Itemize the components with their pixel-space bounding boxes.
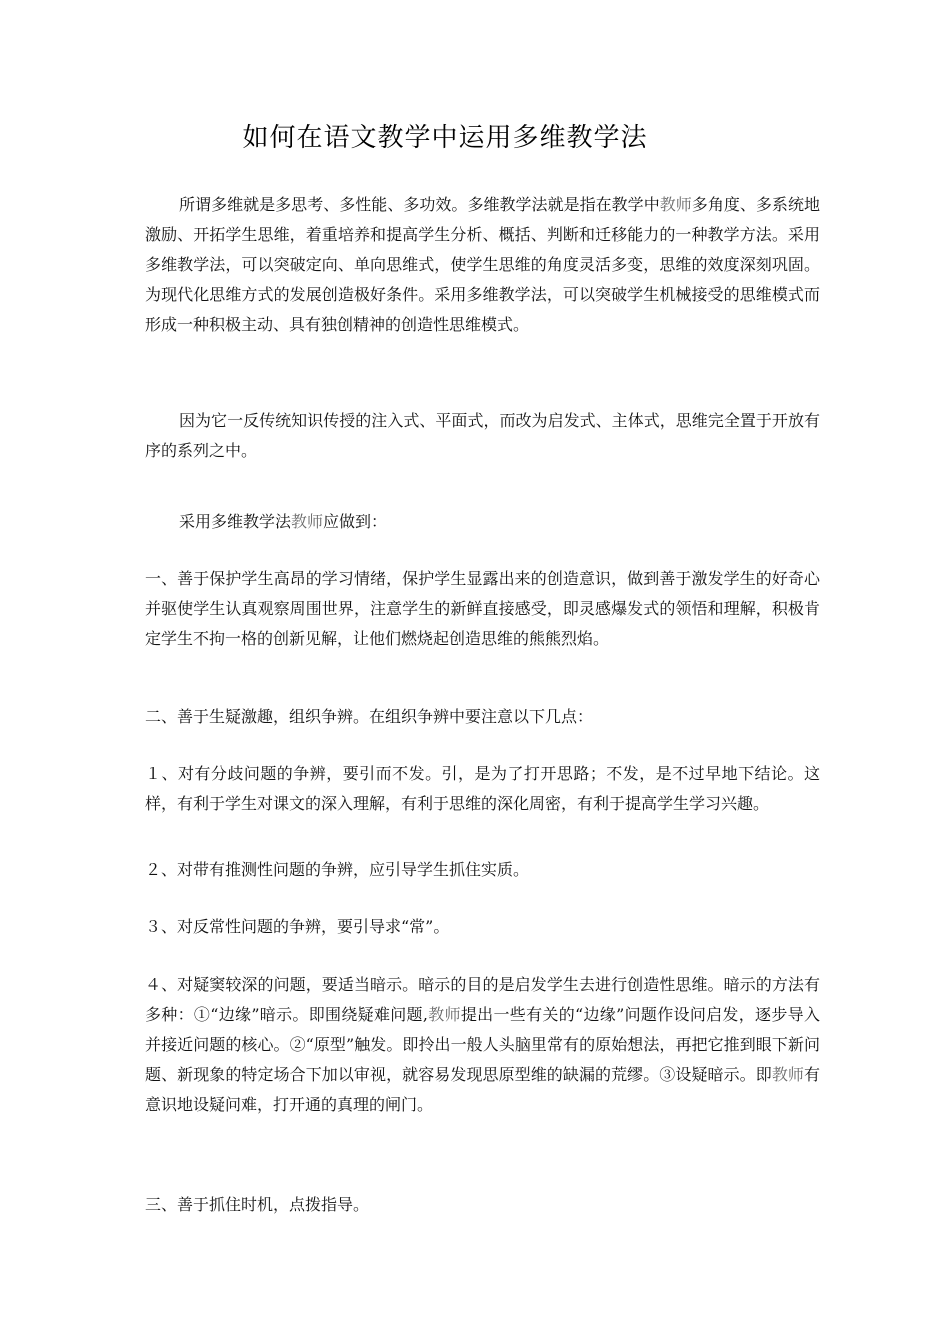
paragraph-requirements (145, 507, 820, 537)
paragraph-text: 应做到： (323, 512, 388, 531)
highlight-text: 教师 (427, 1005, 461, 1024)
list-item-3: ３、对反常性问题的争辨，要引导求“常”。 (145, 917, 450, 936)
paragraph-point-1: 一、善于保护学生高昂的学习情绪，保护学生显露出来的创造意识，做到善于激发学生的好奇心并驱使学生认真观察周围世界，注意学生的新鲜直接感受，即灵感爆发式的领悟和理解，积极肯定学生不拘一格的创新见解，让他们燃烧起创造思维的熊熊烈焰。 (145, 569, 820, 648)
paragraph-intro (145, 190, 820, 340)
highlight-text: 教师 (291, 512, 324, 531)
paragraph-point-3: 三、善于抓住时机，点拨指导。 (145, 1195, 370, 1214)
list-item-2: ２、对带有推测性问题的争辨，应引导学生抓住实质。 (145, 860, 530, 879)
paragraph-point-2: 二、善于生疑激趣，组织争辨。在组织争辨中要注意以下几点： (145, 707, 594, 726)
paragraph-text: 采用多维教学法 (179, 512, 292, 531)
highlight-text: 教师 (771, 1065, 804, 1084)
paragraph-text: 多角度、多系统地激励、开拓学生思维，着重培养和提高学生分析、概括、判断和迁移能力的一种教学方法。采用多维教学法，可以突破定向、单向思维式，使学生思维的角度灵活多变，思维的效度深刻巩固。为现代化思维方式的发展创造极好条件。采用多维教学法，可以突破学生机械接受的思维模式而形成一种积极主动、具有独创精神的创造性思维模式。 (145, 195, 820, 334)
list-item-1: １、对有分歧问题的争辨，要引而不发。引，是为了打开思路；不发，是不过早地下结论。这样，有利于学生对课文的深入理解，有利于思维的深化周密，有利于提高学生学习兴趣。 (145, 764, 820, 813)
paragraph-text: 有意识地设疑问难，打开通的真理的闸门。 (145, 1065, 820, 1114)
list-item-4 (145, 970, 820, 1120)
highlight-text: 教师 (659, 195, 692, 214)
paragraph-text: 提出一些有关的“边缘”问题作设问启发，逐步导入并接近问题的核心。②“原型”触发。即拎出一般人头脑里常有的原始想法，再把它推到眼下新问题、新现象的特定场合下加以审视，就容易发现思原型维的缺漏的荒缪。③设疑暗示。即 (145, 1005, 820, 1084)
paragraph-reason: 因为它一反传统知识传授的注入式、平面式，而改为启发式、主体式，思维完全置于开放有序的系列之中。 (145, 411, 820, 460)
paragraph-text: ４、对疑窦较深的问题，要适当暗示。暗示的目的是启发学生去进行创造性思维。暗示的方法有多种：①“边缘”暗示。即围绕疑难问题, (145, 975, 820, 1024)
paragraph-text: 所谓多维就是多思考、多性能、多功效。多维教学法就是指在教学中 (179, 195, 660, 214)
document-title: 如何在语文教学中运用多维教学法 (242, 123, 648, 153)
